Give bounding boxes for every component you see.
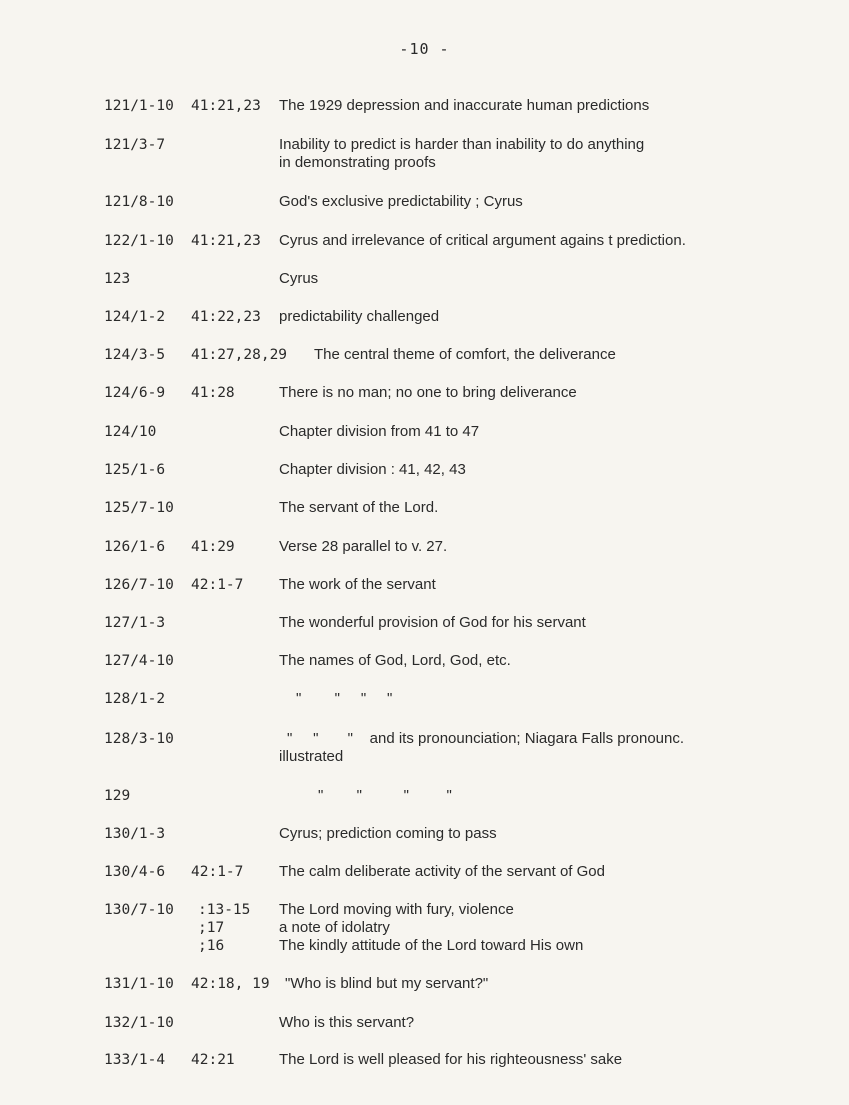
page-number: -10 - <box>399 40 450 58</box>
page-line-ref: 126/1-6 <box>104 539 166 555</box>
page-line-ref: 125/7-10 <box>104 500 174 516</box>
topic-description: "Who is blind but my servant?" <box>285 975 489 992</box>
topic-description: The central theme of comfort, the deliverance <box>314 346 616 363</box>
page-line-ref: 124/10 <box>104 424 157 440</box>
verse-ref: 41:22,23 <box>191 309 261 325</box>
topic-description: Cyrus; prediction coming to pass <box>279 825 497 842</box>
topic-description <box>279 730 685 766</box>
verse-ref: 41:21,23 <box>191 98 261 114</box>
page-line-ref: 124/6-9 <box>104 385 166 401</box>
page-line-ref: 129 <box>104 788 131 804</box>
page-line-ref: 132/1-10 <box>104 1015 174 1031</box>
page-line-ref: 121/8-10 <box>104 194 174 210</box>
verse-ref: 42:18, 19 <box>191 976 270 992</box>
topic-description: The names of God, Lord, God, etc. <box>279 652 511 669</box>
page-line-ref: 123 <box>104 271 131 287</box>
verse-ref: 41:29 <box>191 539 235 555</box>
page-line-ref: 124/3-5 <box>104 347 166 363</box>
topic-description <box>279 136 644 172</box>
page-line-ref: 125/1-6 <box>104 462 166 478</box>
topic-description: Cyrus and irrelevance of critical argument agains t prediction. <box>279 232 686 249</box>
topic-description: Cyrus <box>279 270 319 287</box>
verse-ref: 42:1-7 <box>191 864 244 880</box>
description-line: Inability to predict is harder than inability to do anything <box>279 136 645 153</box>
topic-description: Who is this servant? <box>279 1014 415 1031</box>
topic-description: The calm deliberate activity of the servant of God <box>279 863 605 880</box>
verse-ref: 41:28 <box>191 385 235 401</box>
page-line-ref: 130/7-10 <box>104 902 174 918</box>
description-line: illustrated <box>279 748 344 765</box>
description-line: The kindly attitude of the Lord toward His own <box>279 937 584 954</box>
page-line-ref: 124/1-2 <box>104 309 166 325</box>
verse-ref: 41:21,23 <box>191 233 261 249</box>
page-line-ref: 130/4-6 <box>104 864 166 880</box>
topic-description: Verse 28 parallel to v. 27. <box>279 538 448 555</box>
verse-ref: 42:21 <box>191 1052 235 1068</box>
topic-description: Chapter division from 41 to 47 <box>279 423 480 440</box>
description-line: in demonstrating proofs <box>279 154 436 171</box>
page-line-ref: 131/1-10 <box>104 976 174 992</box>
ditto-marks: " " " " <box>318 787 452 804</box>
verse-ref <box>198 901 250 955</box>
verse-line: ;16 <box>198 938 225 954</box>
page-line-ref: 128/3-10 <box>104 731 174 747</box>
page-line-ref: 122/1-10 <box>104 233 174 249</box>
page-line-ref: 121/3-7 <box>104 137 166 153</box>
verse-ref: 41:27,28,29 <box>191 347 288 363</box>
verse-ref: 42:1-7 <box>191 577 244 593</box>
page-line-ref: 133/1-4 <box>104 1052 166 1068</box>
topic-description: God's exclusive predictability ; Cyrus <box>279 193 523 210</box>
description-line: " " " and its pronounciation; Niagara Falls pronounc. <box>287 730 685 747</box>
page-line-ref: 121/1-10 <box>104 98 174 114</box>
topic-description: The servant of the Lord. <box>279 499 439 516</box>
description-line: The Lord moving with fury, violence <box>279 901 514 918</box>
page-line-ref: 127/4-10 <box>104 653 174 669</box>
description-line: a note of idolatry <box>279 919 390 936</box>
topic-description: There is no man; no one to bring deliverance <box>279 384 577 401</box>
page-line-ref: 126/7-10 <box>104 577 174 593</box>
page-line-ref: 130/1-3 <box>104 826 166 842</box>
page-line-ref: 128/1-2 <box>104 691 166 707</box>
verse-line: ;17 <box>198 920 225 936</box>
topic-description: The Lord is well pleased for his righteousness' sake <box>279 1051 623 1068</box>
topic-description <box>279 901 583 955</box>
topic-description: The 1929 depression and inaccurate human predictions <box>279 97 650 114</box>
topic-description: predictability challenged <box>279 308 440 325</box>
verse-line: :13-15 <box>198 902 251 918</box>
topic-description: The work of the servant <box>279 576 436 593</box>
topic-description: The wonderful provision of God for his servant <box>279 614 586 631</box>
ditto-marks: " " " " <box>296 690 393 707</box>
page-line-ref: 127/1-3 <box>104 615 166 631</box>
topic-description: Chapter division : 41, 42, 43 <box>279 461 466 478</box>
